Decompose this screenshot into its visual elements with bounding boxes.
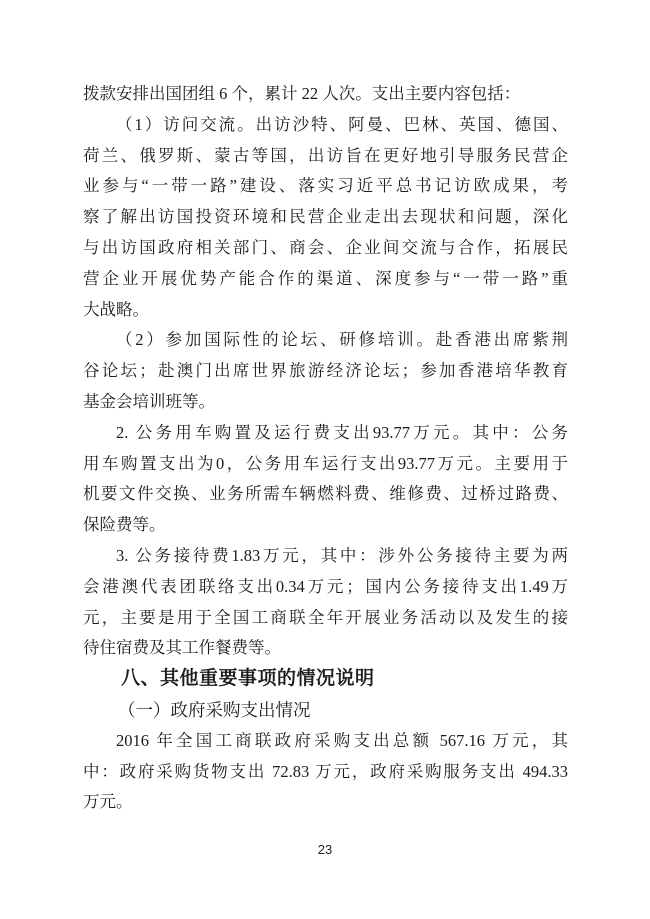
- paragraph-vehicle-line: 用车购置支出为0，公务用车运行支出93.77万元。主要用于: [83, 453, 568, 473]
- paragraph-reception-line: 会港澳代表团联络支出0.34万元；国内公务接待支出1.49万: [83, 576, 568, 596]
- paragraph-item1-line: 业参与“一带一路”建设、落实习近平总书记访欧成果，考: [83, 176, 568, 196]
- paragraph-item2-line: （2）参加国际性的论坛、研修培训。赴香港出席紫荆: [116, 330, 568, 350]
- paragraph-item1-line: 荷兰、俄罗斯、蒙古等国，出访旨在更好地引导服务民营企: [83, 145, 568, 165]
- paragraph-procurement-lastline: 万元。: [83, 792, 133, 812]
- paragraph-item1-line: 察了解出访国投资环境和民营企业走出去现状和问题，深化: [83, 207, 568, 227]
- paragraph-reception-lastline: 待住宿费及其工作餐费等。: [83, 638, 281, 658]
- paragraph-reception-line: 元，主要是用于全国工商联全年开展业务活动以及发生的接: [83, 607, 568, 627]
- paragraph-item1-line: （1）访问交流。出访沙特、阿曼、巴林、英国、德国、: [116, 114, 568, 134]
- document-body: [83, 79, 568, 818]
- paragraph-item2-lastline: 基金会培训班等。: [83, 391, 215, 411]
- paragraph-item1-lastline: 大战略。: [83, 299, 149, 319]
- paragraph-continuation-line: 拨款安排出国团组 6 个，累计 22 人次。支出主要内容包括：: [83, 84, 521, 103]
- paragraph-procurement-line: 2016 年全国工商联政府采购支出总额 567.16 万元，其: [116, 730, 568, 750]
- section-heading: 八、其他重要事项的情况说明: [121, 668, 375, 690]
- subsection-heading: （一）政府采购支出情况: [118, 699, 311, 720]
- paragraph-item1-line: 营企业开展优势产能合作的渠道、深度参与“一带一路”重: [83, 268, 568, 288]
- paragraph-vehicle-line: 机要文件交换、业务所需车辆燃料费、维修费、过桥过路费、: [83, 484, 568, 504]
- paragraph-procurement-line: 中：政府采购货物支出 72.83 万元，政府采购服务支出 494.33: [83, 761, 568, 781]
- paragraph-vehicle-line: 2. 公务用车购置及运行费支出93.77万元。其中：公务: [116, 422, 568, 442]
- paragraph-vehicle-lastline: 保险费等。: [83, 515, 166, 535]
- paragraph-item1-line: 与出访国政府相关部门、商会、企业间交流与合作，拓展民: [83, 237, 568, 257]
- page-number: 23: [317, 842, 333, 857]
- paragraph-item2-line: 谷论坛；赴澳门出席世界旅游经济论坛；参加香港培华教育: [83, 361, 568, 381]
- paragraph-reception-line: 3. 公务接待费1.83万元，其中：涉外公务接待主要为两: [116, 545, 568, 565]
